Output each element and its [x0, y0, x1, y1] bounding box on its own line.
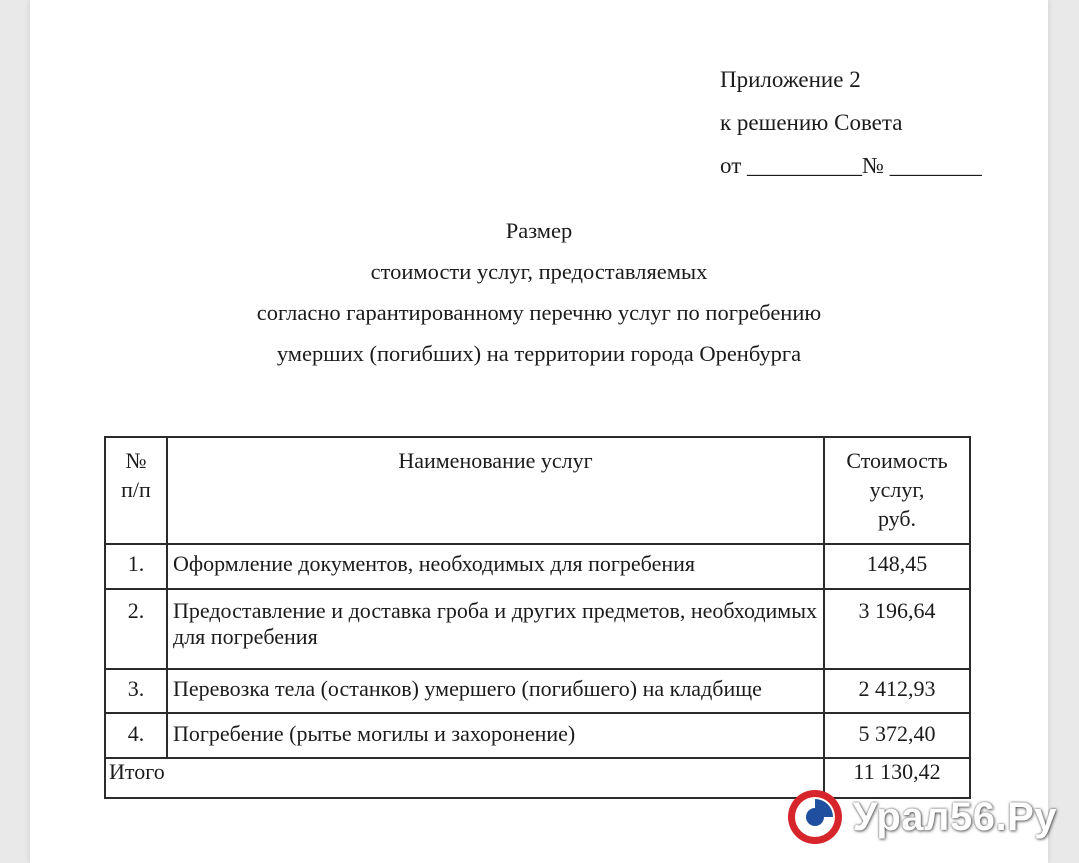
header-service-name: Наименование услуг [167, 437, 824, 544]
table-row [105, 544, 970, 589]
services-cost-table [104, 436, 971, 799]
title-line-3: согласно гарантированному перечню услуг по погребению [256, 300, 822, 325]
row-number: 3. [105, 669, 167, 713]
appendix-header [720, 58, 982, 187]
row-cost: 148,45 [824, 544, 970, 589]
row-cost: 3 196,64 [824, 589, 970, 669]
title-line-4: умерших (погибших) на территории города Оренбурга [276, 341, 802, 366]
appendix-number: Приложение 2 [720, 67, 861, 92]
row-service-name: Погребение (рытье могилы и захоронение) [167, 713, 824, 758]
appendix-date-number: от __________№ ________ [720, 153, 982, 178]
row-service-name: Оформление документов, необходимых для погребения [167, 544, 824, 589]
ural56-watermark [787, 789, 1057, 845]
row-number: 2. [105, 589, 167, 669]
row-service-name: Предоставление и доставка гроба и других предметов, необходимых для погребения [167, 589, 824, 669]
header-number: № п/п [105, 437, 167, 544]
ural56-logo-icon [787, 789, 843, 845]
header-cost: Стоимость услуг, руб. [824, 437, 970, 544]
document-title [30, 210, 1048, 374]
total-label: Итого [105, 758, 824, 798]
appendix-council-decision: к решению Совета [720, 110, 903, 135]
row-number: 4. [105, 713, 167, 758]
table-row [105, 669, 970, 713]
table-row [105, 589, 970, 669]
row-service-name: Перевозка тела (останков) умершего (погибшего) на кладбище [167, 669, 824, 713]
total-value: 11 130,42 [824, 758, 970, 798]
table-row [105, 713, 970, 758]
row-cost: 2 412,93 [824, 669, 970, 713]
row-cost: 5 372,40 [824, 713, 970, 758]
table-header-row [105, 437, 970, 544]
watermark-text: Урал56.Ру [852, 794, 1057, 839]
title-line-2: стоимости услуг, предоставляемых [370, 259, 708, 284]
row-number: 1. [105, 544, 167, 589]
title-line-1: Размер [505, 218, 573, 243]
